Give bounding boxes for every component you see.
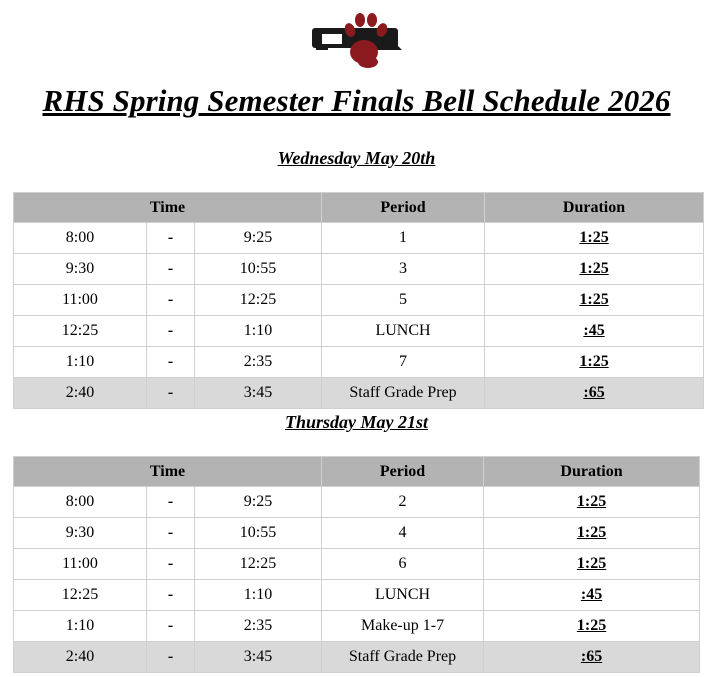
separator-cell: - [147,518,195,549]
duration-cell: :65 [484,642,700,673]
schedule-table-thursday [13,456,700,673]
table-row [14,580,700,611]
header-duration: Duration [485,193,704,223]
period-cell: LUNCH [322,316,485,347]
start-time-cell: 11:00 [14,549,147,580]
table-row [14,223,704,254]
end-time-cell: 9:25 [195,487,322,518]
table-row [14,254,704,285]
separator-cell: - [147,580,195,611]
duration-cell: 1:25 [485,285,704,316]
table-row [14,518,700,549]
duration-cell: :45 [485,316,704,347]
end-time-cell: 12:25 [195,549,322,580]
table-row [14,285,704,316]
period-cell: LUNCH [322,580,484,611]
duration-cell: 1:25 [485,223,704,254]
table-header-row [14,457,700,487]
end-time-cell: 3:45 [195,642,322,673]
end-time-cell: 1:10 [195,580,322,611]
start-time-cell: 8:00 [14,223,147,254]
duration-cell: 1:25 [485,347,704,378]
page-title: RHS Spring Semester Finals Bell Schedule 2026 [42,83,671,118]
end-time-cell: 10:55 [195,254,322,285]
day-heading-thursday: Thursday May 21st [284,412,428,432]
start-time-cell: 9:30 [14,254,147,285]
table-row [14,642,700,673]
period-cell: 4 [322,518,484,549]
day-heading-wednesday: Wednesday May 20th [277,148,436,168]
separator-cell: - [147,642,195,673]
rows-thursday [14,487,700,673]
duration-cell: 1:25 [485,254,704,285]
separator-cell: - [147,223,195,254]
start-time-cell: 9:30 [14,518,147,549]
separator-cell: - [147,347,195,378]
end-time-cell: 1:10 [195,316,322,347]
duration-cell: 1:25 [484,518,700,549]
table-row [14,549,700,580]
header-time: Time [14,457,322,487]
period-cell: 7 [322,347,485,378]
start-time-cell: 1:10 [14,347,147,378]
start-time-cell: 12:25 [14,580,147,611]
end-time-cell: 12:25 [195,285,322,316]
header-time: Time [14,193,322,223]
separator-cell: - [147,378,195,409]
start-time-cell: 8:00 [14,487,147,518]
period-cell: 3 [322,254,485,285]
separator-cell: - [147,549,195,580]
end-time-cell: 2:35 [195,347,322,378]
period-cell: 6 [322,549,484,580]
end-time-cell: 2:35 [195,611,322,642]
period-cell: 2 [322,487,484,518]
start-time-cell: 12:25 [14,316,147,347]
table-row [14,378,704,409]
duration-cell: :45 [484,580,700,611]
header-period: Period [322,193,485,223]
separator-cell: - [147,316,195,347]
school-logo [308,6,404,70]
separator-cell: - [147,254,195,285]
start-time-cell: 1:10 [14,611,147,642]
separator-cell: - [147,285,195,316]
table-row [14,316,704,347]
start-time-cell: 2:40 [14,642,147,673]
duration-cell: 1:25 [484,611,700,642]
header-duration: Duration [484,457,700,487]
separator-cell: - [147,611,195,642]
schedule-table-wednesday [13,192,704,409]
end-time-cell: 10:55 [195,518,322,549]
duration-cell: 1:25 [484,549,700,580]
table-row [14,611,700,642]
header-period: Period [322,457,484,487]
period-cell: 1 [322,223,485,254]
separator-cell: - [147,487,195,518]
period-cell: Staff Grade Prep [322,378,485,409]
period-cell: 5 [322,285,485,316]
table-row [14,487,700,518]
end-time-cell: 9:25 [195,223,322,254]
table-row [14,347,704,378]
duration-cell: :65 [485,378,704,409]
period-cell: Make-up 1-7 [322,611,484,642]
end-time-cell: 3:45 [195,378,322,409]
duration-cell: 1:25 [484,487,700,518]
start-time-cell: 11:00 [14,285,147,316]
period-cell: Staff Grade Prep [322,642,484,673]
table-header-row [14,193,704,223]
rows-wednesday [14,223,704,409]
start-time-cell: 2:40 [14,378,147,409]
